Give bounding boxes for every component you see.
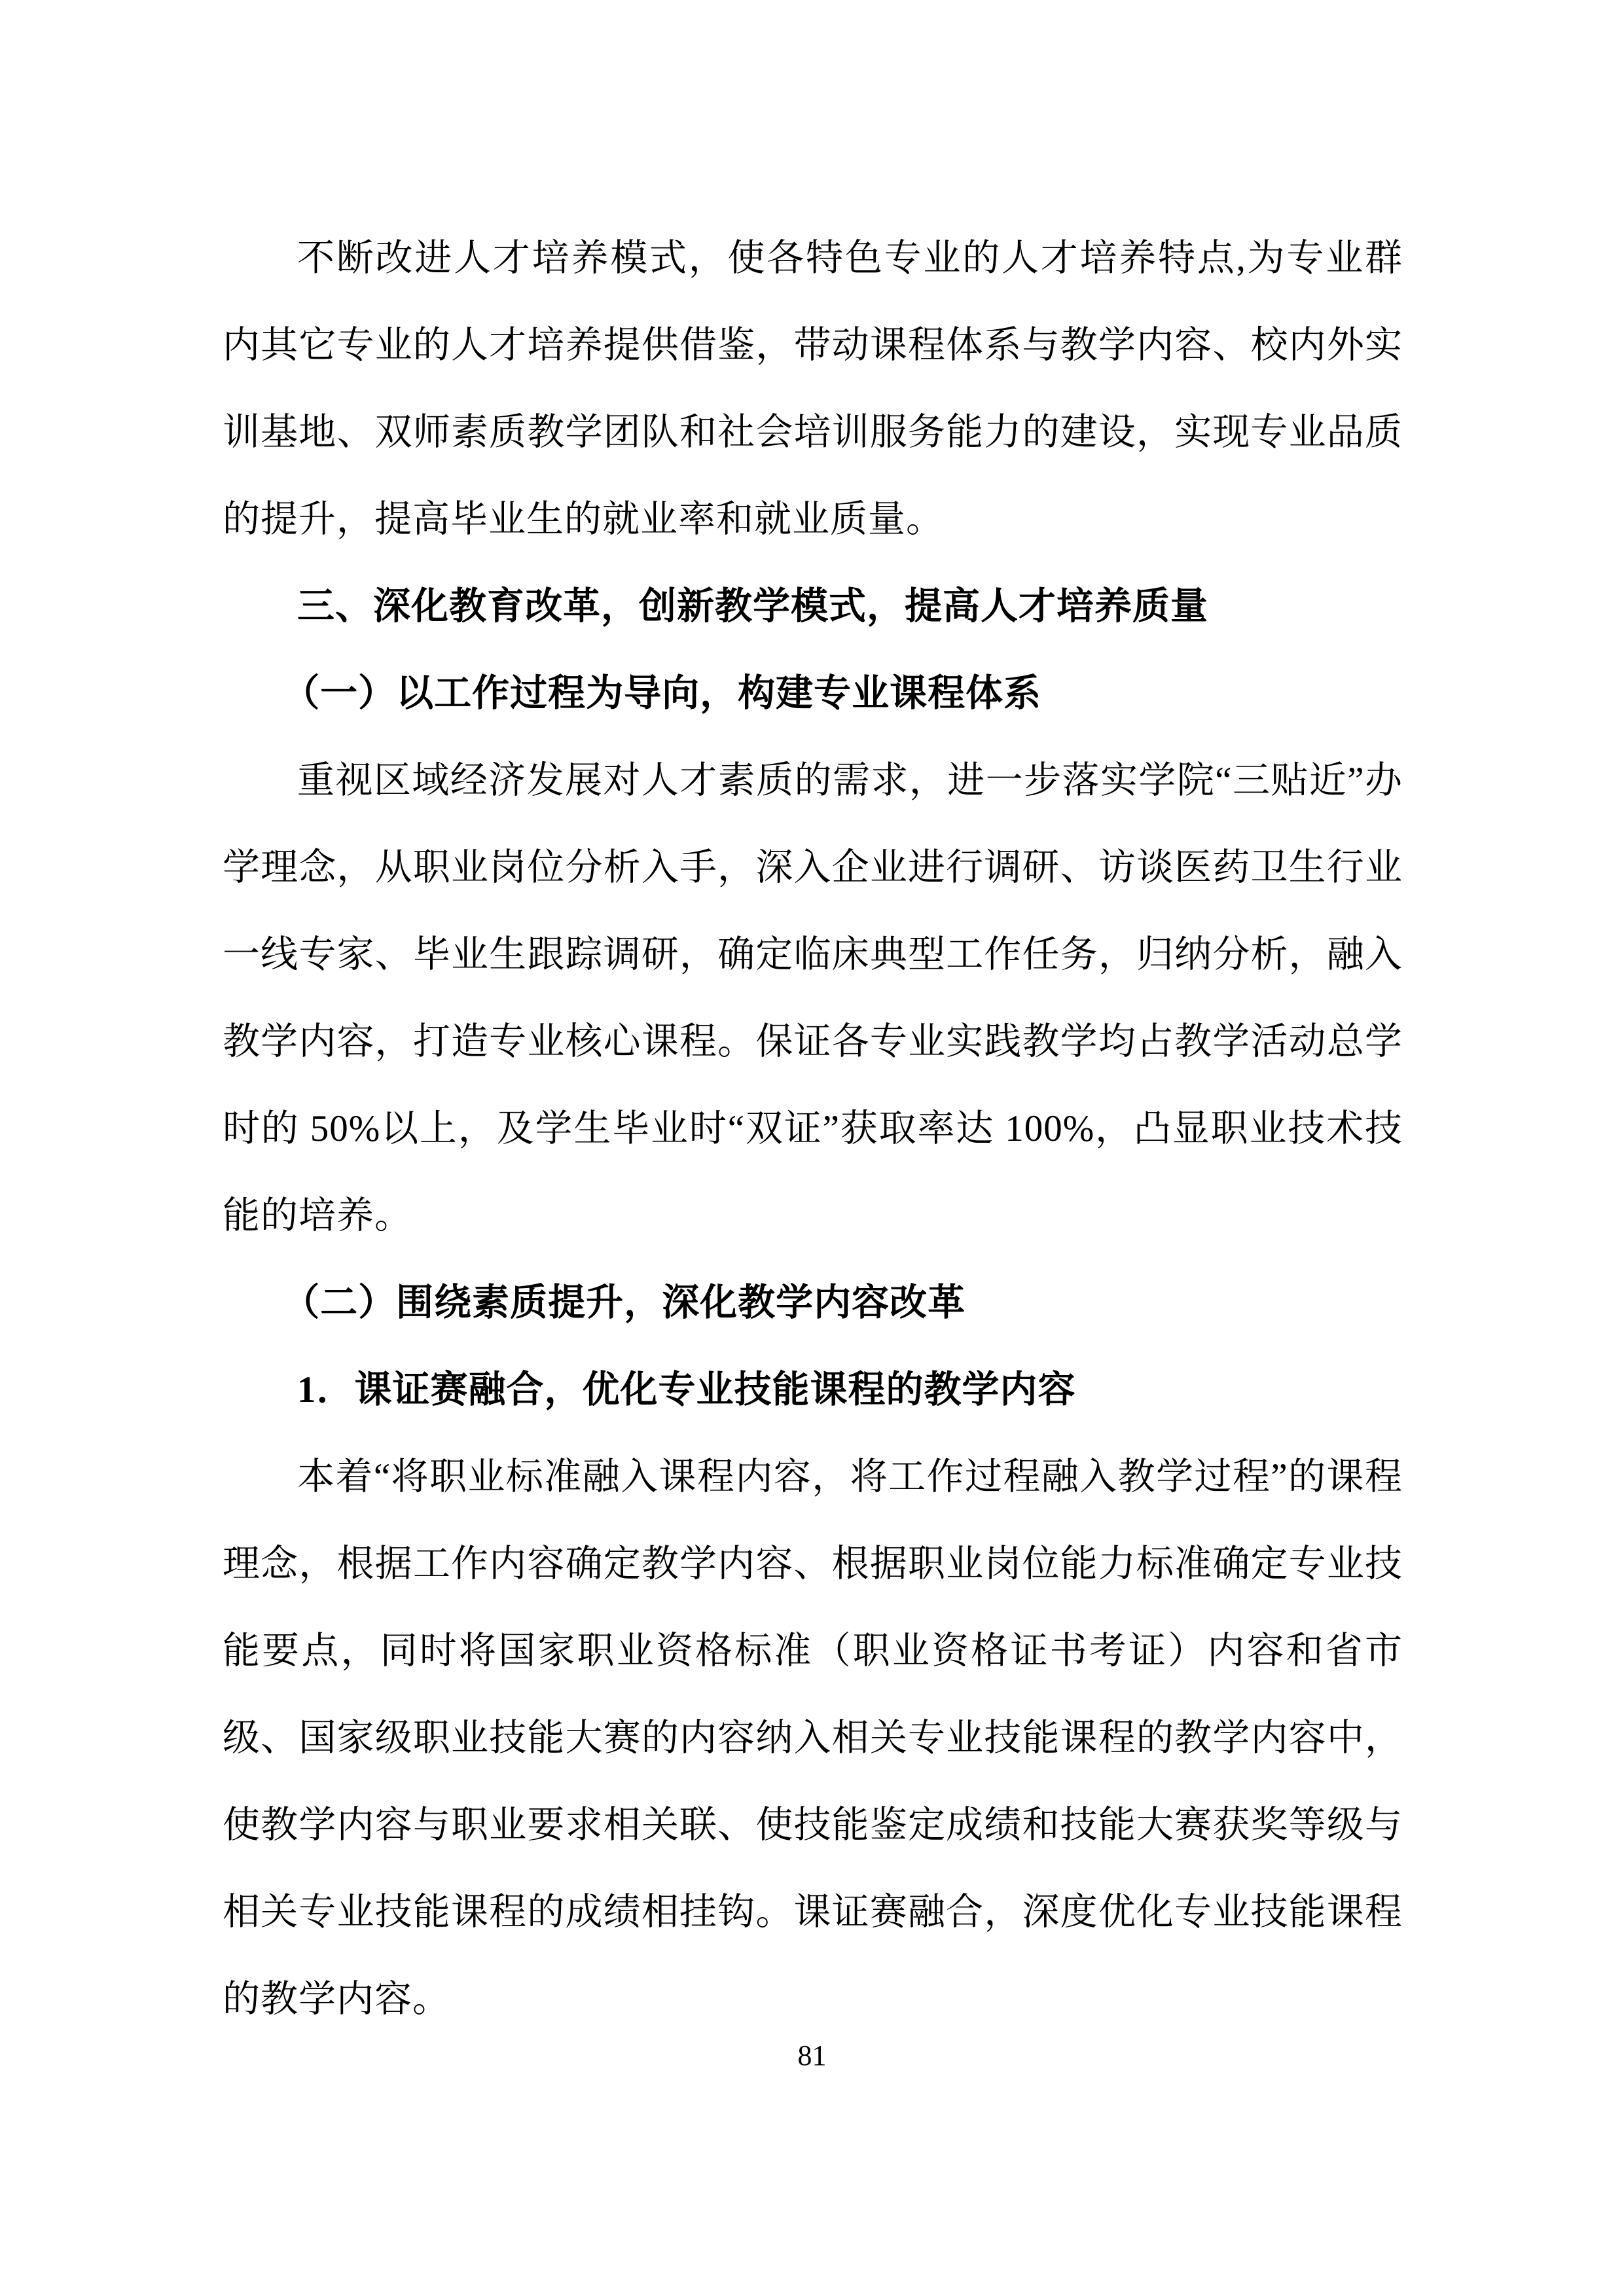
paragraph-curriculum-system: 重视区域经济发展对人才素质的需求，进一步落实学院“三贴近”办学理念，从职业岗位分析入手，深入企业进行调研、访谈医药卫生行业一线专家、毕业生跟踪调研，确定临床典型工作任务，归纳分析，融入教学内容，打造专业核心课程。保证各专业实践教学均占教学活动总学时的 50%以上，及学生毕业时“双证”获取率达 100%，凸显职业技术技能的培养。 bbox=[223, 760, 1403, 1236]
page-footer bbox=[0, 2037, 1624, 2075]
document-body bbox=[223, 215, 1403, 2043]
paragraph-training-model: 不断改进人才培养模式，使各特色专业的人才培养特点,为专业群内其它专业的人才培养提供借鉴，带动课程体系与教学内容、校内外实训基地、双师素质教学团队和社会培训服务能力的建设，实现专业品质的提升，提高毕业生的就业率和就业质量。 bbox=[223, 238, 1403, 540]
heading-subsection-2: （二）围绕素质提升，深化教学内容改革 bbox=[282, 1282, 966, 1323]
heading-subsection-1: （一）以工作过程为导向，构建专业课程体系 bbox=[282, 673, 1042, 714]
heading-item-1: 1．课证赛融合，优化专业技能课程的教学内容 bbox=[297, 1369, 1076, 1410]
paragraph-course-cert-competition: 本着“将职业标准融入课程内容，将工作过程融入教学过程”的课程理念，根据工作内容确定教学内容、根据职业岗位能力标准确定专业技能要点，同时将国家职业资格标准（职业资格证书考证）内容和省市级、国家级职业技能大赛的内容纳入相关专业技能课程的教学内容中，使教学内容与职业要求相关联、使技能鉴定成绩和技能大赛获奖等级与相关专业技能课程的成绩相挂钩。课证赛融合，深度优化专业技能课程的教学内容。 bbox=[223, 1456, 1403, 2020]
heading-section-3: 三、深化教育改革，创新教学模式，提高人才培养质量 bbox=[297, 586, 1208, 627]
page-number: 81 bbox=[797, 2039, 827, 2072]
